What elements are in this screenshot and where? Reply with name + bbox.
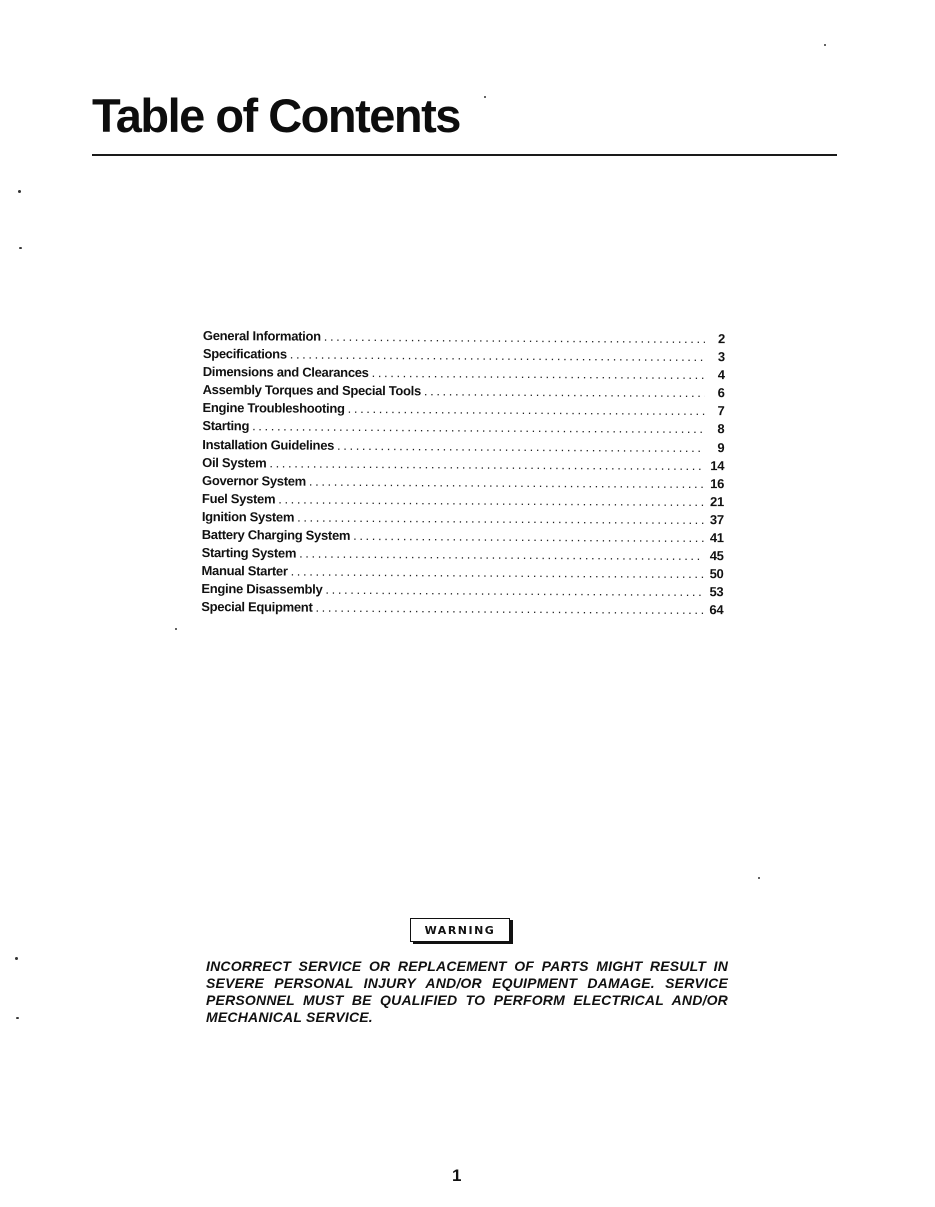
- toc-entry-title: General Information: [202, 328, 321, 344]
- toc-leader-dots: [299, 546, 704, 563]
- toc-entry[interactable]: [201, 599, 723, 620]
- toc-entry-page: 41: [709, 530, 724, 546]
- toc-leader-dots: [324, 329, 705, 346]
- toc-entry-title: Oil System: [202, 454, 267, 471]
- toc-entry-page: 14: [710, 457, 725, 473]
- scan-speck: [16, 1017, 19, 1019]
- page-number: 1: [452, 1166, 462, 1185]
- toc-entry-page: 21: [710, 493, 724, 510]
- toc-leader-dots: [424, 384, 705, 401]
- toc-leader-dots: [278, 491, 704, 509]
- scan-speck: [15, 957, 18, 960]
- scan-speck: [175, 628, 177, 630]
- toc-entry-page: 2: [717, 331, 725, 347]
- toc-entry-page: 6: [717, 385, 725, 401]
- toc-entry-title: Special Equipment: [201, 599, 313, 616]
- toc-entry-title: Fuel System: [201, 490, 276, 507]
- toc-leader-dots: [297, 510, 704, 527]
- toc-leader-dots: [353, 528, 704, 545]
- toc-entry-page: 16: [710, 475, 725, 491]
- toc-entry-title: Dimensions and Clearances: [202, 364, 369, 381]
- toc-entry-title: Engine Disassembly: [201, 581, 323, 598]
- toc-entry-title: Starting: [202, 418, 250, 434]
- toc-entry-title: Ignition System: [201, 508, 295, 525]
- scan-speck: [824, 44, 826, 46]
- toc-entry-page: 50: [709, 566, 724, 582]
- toc-leader-dots: [252, 419, 704, 437]
- toc-entry-page: 64: [709, 602, 724, 618]
- toc-entry-title: Manual Starter: [201, 563, 288, 579]
- scan-speck: [18, 190, 21, 193]
- scan-speck: [19, 247, 22, 249]
- toc-leader-dots: [269, 455, 704, 473]
- toc-leader-dots: [290, 347, 705, 365]
- toc-entry-title: Engine Troubleshooting: [202, 400, 345, 417]
- toc-leader-dots: [309, 473, 704, 490]
- toc-entry-title: Battery Charging System: [201, 527, 351, 543]
- toc-entry-page: 9: [717, 439, 725, 455]
- toc-leader-dots: [325, 582, 703, 599]
- toc-entry-title: Starting System: [201, 545, 297, 561]
- warning-text: INCORRECT SERVICE OR REPLACEMENT OF PARTS MIGHT RESULT IN SEVERE PERSONAL INJURY AND/OR EQUIPMENT DAMAGE. SERVICE PERSONNEL MUST BE QUALIFIED TO PERFORM ELECTRICAL AND/OR MECHANICAL SERVICE.: [206, 958, 728, 1025]
- scan-speck: [484, 96, 486, 98]
- toc-entry-page: 3: [717, 349, 725, 365]
- title-rule: [92, 154, 837, 156]
- toc-leader-dots: [348, 401, 705, 418]
- toc-entry-page: 37: [709, 512, 724, 528]
- toc-leader-dots: [337, 437, 704, 454]
- page-title: Table of Contents: [92, 89, 460, 142]
- toc-entry-page: 7: [717, 403, 725, 419]
- toc-entry-title: Specifications: [202, 346, 287, 362]
- toc-entry-title: Installation Guidelines: [202, 436, 335, 453]
- toc-leader-dots: [372, 365, 705, 382]
- toc-entry-title: Governor System: [202, 472, 306, 489]
- toc-entry-page: 4: [717, 367, 725, 383]
- warning-badge: WARNING: [410, 918, 510, 942]
- toc-entry-page: 45: [709, 548, 724, 564]
- scan-speck: [758, 877, 760, 879]
- toc-list: [201, 328, 725, 621]
- toc-entry-title: Assembly Torques and Special Tools: [202, 382, 421, 399]
- toc-entry-page: 53: [709, 584, 724, 600]
- toc-leader-dots: [291, 564, 704, 582]
- toc-leader-dots: [315, 600, 703, 617]
- toc-entry-page: 8: [717, 421, 725, 437]
